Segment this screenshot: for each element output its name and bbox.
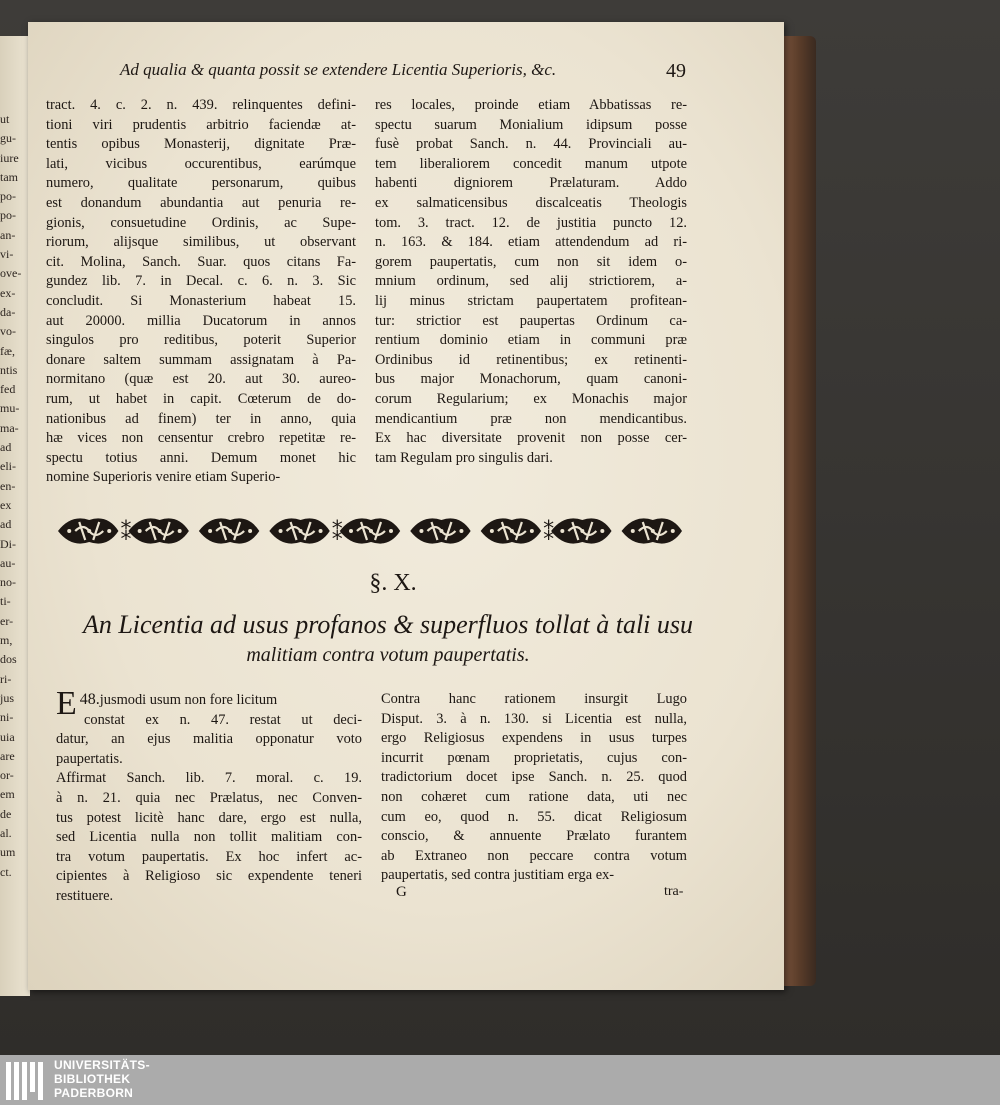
text-line: Affirmat Sanch. lib. 7. moral. c. 19. bbox=[56, 770, 362, 787]
text-line: rum, ut habet in capit. Cœterum de do- bbox=[46, 390, 356, 407]
margin-fragment: eli- bbox=[0, 459, 16, 474]
text-line: donare saltem summam assignatam à Pa- bbox=[46, 351, 356, 368]
university-library-logo-icon bbox=[4, 1058, 48, 1102]
paragraph-number: 48. bbox=[79, 691, 100, 708]
text-column-bottom-right bbox=[381, 690, 687, 886]
margin-fragment: ntis bbox=[0, 362, 18, 377]
margin-fragment: Di- bbox=[0, 536, 16, 551]
text-line: tus potest licitè hanc dare, ergo est nulla, bbox=[56, 809, 362, 826]
margin-fragment: iure bbox=[0, 150, 19, 165]
text-line: tradictorium docet ipse Sanch. n. 25. quod bbox=[381, 769, 687, 786]
text-line: tom. 3. tract. 12. de justitia puncto 12. bbox=[375, 214, 687, 231]
margin-fragment: po- bbox=[0, 208, 16, 223]
text-line: tioni viri prudentis arbitrio faciendæ at- bbox=[46, 116, 356, 133]
text-line: lij minus strictam paupertatem profitean- bbox=[375, 292, 687, 309]
text-line: gundez lib. 7. in Decal. c. 6. n. 3. Sic bbox=[46, 273, 356, 290]
text-line: cum eo, quod n. 55. dicat Religiosum bbox=[381, 808, 687, 825]
ornament-block bbox=[269, 518, 329, 543]
margin-fragment: ad bbox=[0, 440, 12, 455]
text-line: spectu suarum Monialium idipsum posse bbox=[375, 116, 687, 133]
margin-fragment: jus bbox=[0, 690, 15, 705]
margin-fragment: tam bbox=[0, 169, 18, 184]
text-line: datur, an ejus malitia opponatur voto bbox=[56, 731, 362, 748]
text-line: habenti digniorem Prælaturam. Addo bbox=[375, 175, 687, 192]
margin-fragment: vi- bbox=[0, 247, 14, 262]
margin-fragment: gu- bbox=[0, 131, 16, 146]
margin-fragment: ad bbox=[0, 517, 12, 532]
library-name-line-3: PADERBORN bbox=[54, 1086, 134, 1100]
library-name bbox=[54, 1058, 150, 1100]
text-line: rentium dominio etiam in communi præ bbox=[375, 332, 687, 349]
margin-fragment: ut bbox=[0, 112, 10, 126]
text-line: mnium ordinum, sed alij strictiorem, a- bbox=[375, 273, 687, 290]
text-line: nationibus ad finem) ter in anno, quia bbox=[46, 410, 356, 427]
text-line: normitano (quæ est 20. aut 30. aureo- bbox=[46, 371, 356, 388]
page-number: 49 bbox=[666, 60, 686, 82]
text-line: paupertatis, sed contra justitiam erga ex- bbox=[381, 867, 615, 884]
section-title-line-1: An Licentia ad usus profanos & superfluos tollat à tali usu bbox=[82, 610, 694, 639]
margin-fragment: mu- bbox=[0, 401, 20, 416]
margin-fragment: ma- bbox=[0, 420, 19, 435]
text-line: gionis, consuetudine Ordinis, ac Supe- bbox=[46, 214, 356, 231]
text-line: constat ex n. 47. restat ut deci- bbox=[84, 711, 362, 728]
margin-fragment: ri- bbox=[0, 671, 12, 686]
margin-fragment: ni- bbox=[0, 710, 14, 725]
text-line: res locales, proinde etiam Abbatissas re- bbox=[375, 97, 687, 113]
text-line: cipientes à Religioso sic expendente teneri bbox=[56, 868, 362, 885]
text-line: Ordinibus id retinentibus; ex retinenti- bbox=[375, 351, 687, 368]
text-line: tentis opibus Monasterij, dignitate Præ- bbox=[46, 136, 356, 153]
catchword: tra- bbox=[664, 884, 684, 899]
text-line: sed Licentia nulla non tollit malitiam con- bbox=[56, 829, 362, 846]
margin-fragment: fæ, bbox=[0, 343, 15, 358]
left-page-margin-text bbox=[0, 110, 30, 882]
text-line: Ex hac diversitate provenit non posse cer- bbox=[375, 430, 687, 447]
text-line: bus major Monachorum, quam canoni- bbox=[375, 371, 687, 388]
text-line: gorem paupertatis, cum non sit idem o- bbox=[375, 253, 687, 270]
text-line: restituere. bbox=[56, 887, 114, 904]
text-line: hæ vices non censentur crebro repetitæ re- bbox=[46, 430, 356, 447]
margin-fragment: no- bbox=[0, 575, 16, 590]
text-line: ergo Religiosus expendens in usus turpes bbox=[381, 730, 687, 747]
text-line: conscio, & annuente Prælato furantem bbox=[381, 828, 687, 845]
margin-fragment: ex bbox=[0, 497, 12, 512]
text-line: ex salmaticensibus discalceatis Theologis bbox=[375, 194, 687, 211]
text-line: est donandum abundantia aut penuria re- bbox=[46, 194, 356, 211]
text-line: tra votum paupertatis. Ex hoc infert ac- bbox=[56, 848, 362, 865]
text-line: n. 163. & 184. etiam attendendum ad ri- bbox=[375, 234, 687, 251]
text-line: non cohæret cum ratione data, uti nec bbox=[381, 788, 687, 805]
ornament-block bbox=[199, 518, 259, 543]
drop-cap: E bbox=[56, 685, 77, 722]
margin-fragment: al. bbox=[0, 825, 12, 840]
text-column-top-left bbox=[46, 96, 356, 488]
text-column-bottom-left bbox=[56, 685, 362, 907]
text-line: Contra hanc rationem insurgit Lugo bbox=[381, 691, 687, 707]
ornament-separator: ⁑ bbox=[331, 520, 343, 545]
margin-fragment: or- bbox=[0, 768, 14, 783]
text-line: jusmodi usum non fore licitum bbox=[99, 692, 278, 708]
margin-fragment: um bbox=[0, 845, 16, 860]
library-footer-bar bbox=[0, 1055, 1000, 1105]
margin-fragment: ct. bbox=[0, 864, 12, 879]
margin-fragment: ove- bbox=[0, 266, 22, 281]
ornament-block bbox=[410, 518, 470, 543]
library-name-line-2: BIBLIOTHEK bbox=[54, 1072, 131, 1086]
ornament-block bbox=[622, 518, 682, 543]
text-line: concludit. Si Monasterium habeat 15. bbox=[46, 292, 356, 309]
margin-fragment: ti- bbox=[0, 594, 11, 609]
ornament-block bbox=[340, 518, 400, 543]
text-line: ab Extraneo non peccare contra votum bbox=[381, 847, 687, 864]
margin-fragment: au- bbox=[0, 555, 16, 570]
margin-fragment: de bbox=[0, 806, 12, 821]
margin-fragment: an- bbox=[0, 227, 16, 242]
margin-fragment: dos bbox=[0, 652, 17, 667]
ornamental-divider bbox=[54, 510, 688, 552]
text-line: mendicantium præ non mendicantibus. bbox=[375, 410, 687, 427]
text-line: tem liberaliorem concedit manum utpote bbox=[375, 155, 687, 172]
margin-fragment: fed bbox=[0, 382, 16, 397]
ornament-block bbox=[128, 518, 188, 543]
signature-mark: G bbox=[396, 884, 407, 900]
ornament-separator: ⁑ bbox=[543, 520, 555, 545]
text-line: numero, qualitate personarum, quibus bbox=[46, 175, 356, 192]
text-line: aut 20000. millia Ducatorum in annos bbox=[46, 312, 356, 329]
ornament-block bbox=[481, 518, 541, 543]
text-column-top-right bbox=[375, 96, 687, 468]
margin-fragment: m, bbox=[0, 633, 13, 648]
text-line: paupertatis. bbox=[56, 750, 123, 767]
margin-fragment: uia bbox=[0, 729, 15, 744]
margin-fragment: er- bbox=[0, 613, 14, 628]
running-head: Ad qualia & quanta possit se extendere Licentia Superioris, &c. bbox=[120, 60, 557, 79]
margin-fragment: em bbox=[0, 787, 15, 802]
margin-fragment: po- bbox=[0, 189, 16, 204]
margin-fragment: are bbox=[0, 748, 15, 763]
section-title-line-2: malitiam contra votum paupertatis. bbox=[246, 644, 530, 666]
margin-fragment: ex- bbox=[0, 285, 16, 300]
margin-fragment: vo- bbox=[0, 324, 16, 339]
ornament-block bbox=[551, 518, 611, 543]
margin-fragment: da- bbox=[0, 304, 16, 319]
ornament-block bbox=[58, 518, 118, 543]
text-line: incurrit pœnam proprietatis, cujus con- bbox=[381, 749, 687, 766]
text-line: fusè probat Sanch. n. 44. Provinciali au- bbox=[375, 136, 687, 153]
section-number: §. X. bbox=[369, 570, 417, 596]
text-line: à n. 21. quia nec Prælatus, nec Conven- bbox=[56, 789, 362, 806]
text-line: tur: strictior est paupertas Ordinum ca- bbox=[375, 312, 687, 329]
text-line: tam Regulam pro singulis dari. bbox=[375, 449, 553, 466]
text-line: Disput. 3. à n. 130. si Licentia est nulla, bbox=[381, 710, 687, 727]
text-line: cit. Molina, Sanch. Suar. quos citans Fa- bbox=[46, 253, 356, 270]
text-line: corum Regularium; ex Monachis major bbox=[375, 390, 687, 407]
margin-fragment: en- bbox=[0, 478, 16, 493]
library-name-line-1: UNIVERSITÄTS- bbox=[54, 1058, 150, 1072]
text-line: spectu totius anni. Demum monet hic bbox=[46, 449, 356, 466]
text-line: tract. 4. c. 2. n. 439. relinquentes defini- bbox=[46, 97, 356, 113]
book-page bbox=[28, 22, 784, 990]
text-line: singulos pro reditibus, poterit Superior bbox=[46, 332, 356, 349]
text-line: nomine Superioris venire etiam Superio- bbox=[46, 469, 281, 486]
text-line: riorum, alijsque similibus, ut observant bbox=[46, 234, 356, 251]
ornament-separator: ⁑ bbox=[120, 520, 132, 545]
text-line: lati, vicibus occurentibus, earúmque bbox=[46, 155, 356, 172]
